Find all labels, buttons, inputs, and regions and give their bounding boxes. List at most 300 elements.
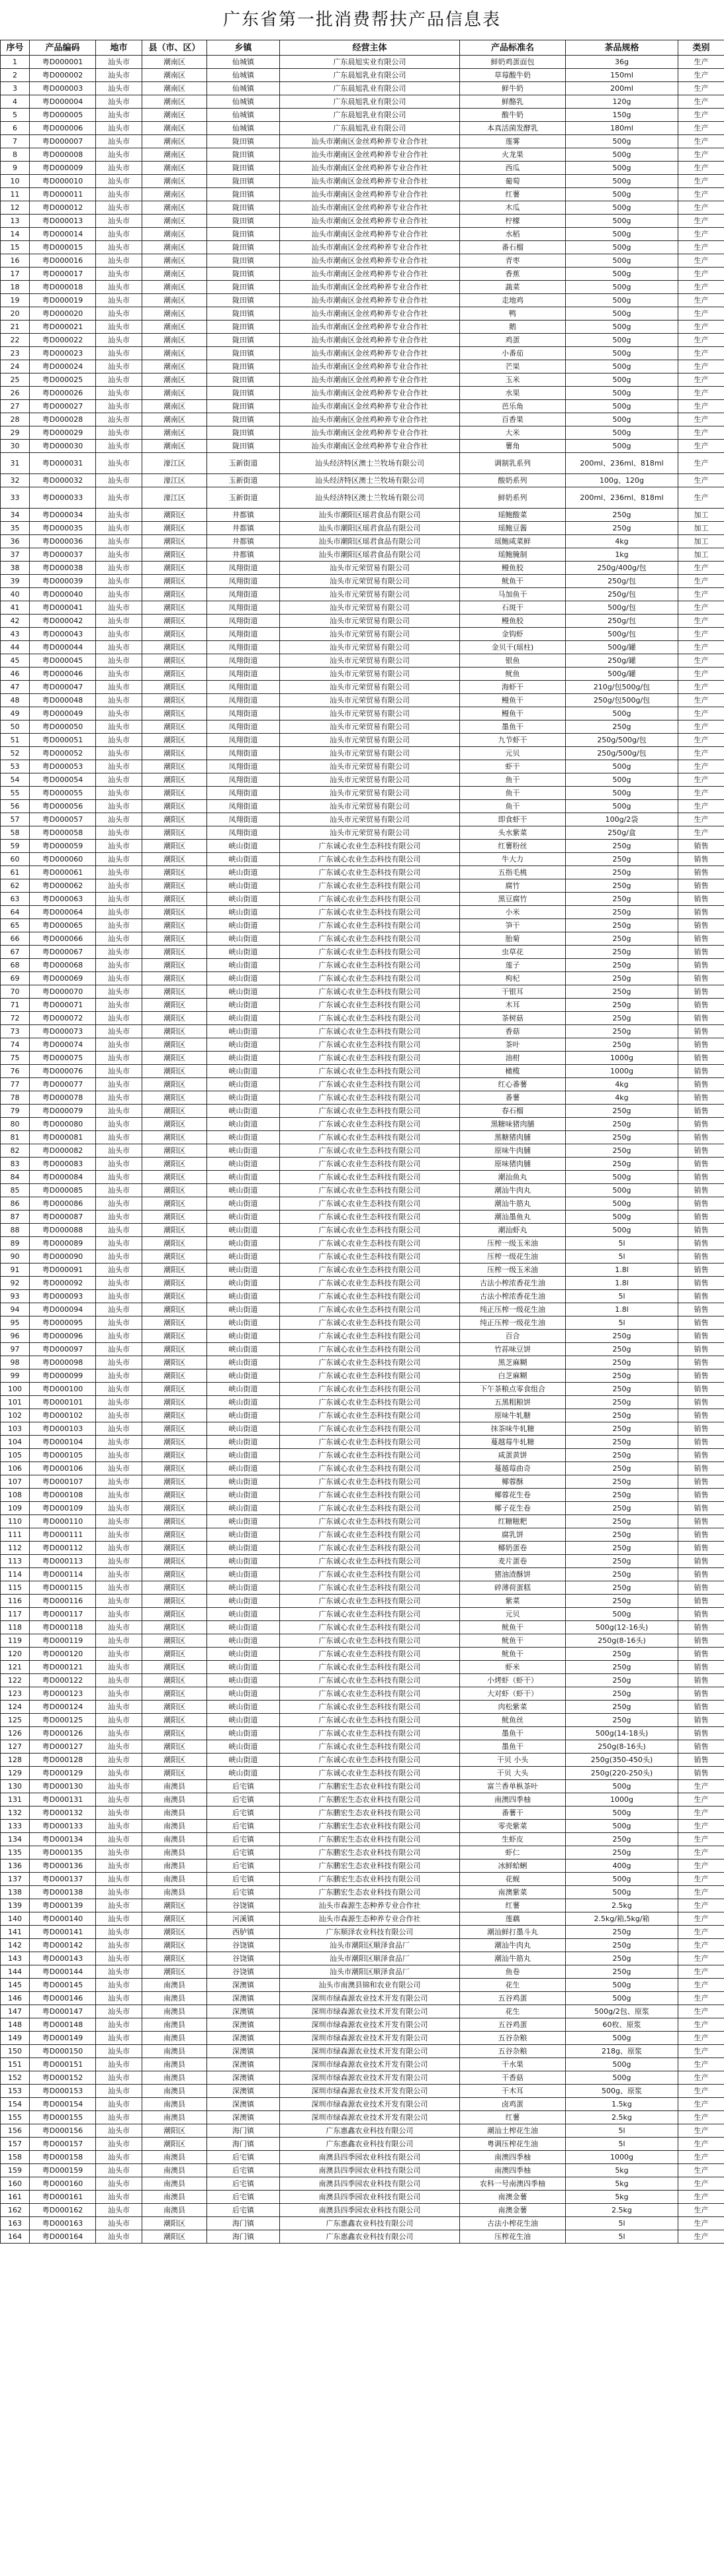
table-row [1, 1144, 724, 1158]
cell-product-name: 虾仁 [460, 1846, 566, 1859]
cell-city: 汕头市 [96, 1489, 142, 1502]
cell-town: 深澳镇 [207, 2005, 280, 2018]
cell-city: 汕头市 [96, 1131, 142, 1144]
cell-spec: 500g [566, 787, 678, 800]
table-row [1, 1648, 724, 1661]
cell-product-name: 古法小榨浓香花生油 [460, 1290, 566, 1303]
cell-city: 汕头市 [96, 1144, 142, 1158]
cell-product-name: 虫草花 [460, 946, 566, 959]
cell-town: 西胪镇 [207, 1926, 280, 1939]
cell-operator: 汕头市元荣贸易有限公司 [280, 826, 460, 840]
cell-code: 粤D000087 [30, 1211, 96, 1224]
cell-operator: 深圳市绿森源农业技术开发有限公司 [280, 2058, 460, 2071]
cell-operator: 汕头市元荣贸易有限公司 [280, 707, 460, 720]
cell-city: 汕头市 [96, 628, 142, 641]
cell-town: 谷饶镇 [207, 1939, 280, 1952]
table-row [1, 321, 724, 334]
cell-spec: 500g [566, 1886, 678, 1899]
cell-spec: 250g [566, 1846, 678, 1859]
cell-town: 陇田镇 [207, 347, 280, 360]
cell-product-name: 抹茶味牛轧糖 [460, 1422, 566, 1436]
table-row [1, 1754, 724, 1767]
cell-county: 潮阳区 [142, 1396, 207, 1409]
cell-town: 凤翔街道 [207, 747, 280, 760]
cell-operator: 广东诚心农业生态科技有限公司 [280, 1369, 460, 1383]
cell-operator: 汕头市潮南区金丝鸡种养专业合作社 [280, 148, 460, 162]
cell-city: 汕头市 [96, 109, 142, 122]
cell-spec: 150ml [566, 69, 678, 82]
cell-town: 凤翔街道 [207, 760, 280, 773]
cell-code: 粤D000003 [30, 82, 96, 95]
table-row [1, 707, 724, 720]
cell-category: 生产 [678, 268, 724, 281]
cell-town: 凤翔街道 [207, 668, 280, 681]
cell-index: 81 [1, 1131, 30, 1144]
cell-category: 加工 [678, 522, 724, 535]
cell-operator: 广东诚心农业生态科技有限公司 [280, 1568, 460, 1581]
cell-spec: 250g [566, 985, 678, 999]
cell-town: 深澳镇 [207, 2032, 280, 2045]
cell-operator: 广东诚心农业生态科技有限公司 [280, 1436, 460, 1449]
cell-product-name: 枸杞 [460, 972, 566, 985]
table-row [1, 548, 724, 562]
cell-category: 生产 [678, 2164, 724, 2177]
cell-city: 汕头市 [96, 1634, 142, 1648]
cell-product-name: 原味猪肉脯 [460, 1158, 566, 1171]
header-code: 产品编码 [30, 40, 96, 56]
cell-category: 生产 [678, 2045, 724, 2058]
cell-product-name: 虾干 [460, 760, 566, 773]
cell-product-name: 潮汕墨鱼丸 [460, 1211, 566, 1224]
table-row [1, 893, 724, 906]
cell-category: 销售 [678, 1767, 724, 1780]
cell-operator: 广东诚心农业生态科技有限公司 [280, 1767, 460, 1780]
cell-county: 潮阳区 [142, 1422, 207, 1436]
cell-code: 粤D000064 [30, 906, 96, 919]
cell-town: 后宅镇 [207, 1886, 280, 1899]
table-row [1, 1316, 724, 1330]
cell-code: 粤D000051 [30, 734, 96, 747]
cell-town: 峡山街道 [207, 1648, 280, 1661]
cell-index: 3 [1, 82, 30, 95]
table-row [1, 1780, 724, 1793]
table-row [1, 294, 724, 307]
cell-spec: 500g [566, 2071, 678, 2085]
cell-spec: 1000g [566, 1065, 678, 1078]
cell-index: 141 [1, 1926, 30, 1939]
table-row [1, 1171, 724, 1184]
cell-code: 粤D000042 [30, 615, 96, 628]
cell-index: 7 [1, 135, 30, 148]
cell-town: 陇田镇 [207, 413, 280, 426]
table-row [1, 228, 724, 241]
cell-city: 汕头市 [96, 2005, 142, 2018]
cell-category: 生产 [678, 2085, 724, 2098]
cell-product-name: 黑糖味猪肉脯 [460, 1118, 566, 1131]
cell-code: 粤D000083 [30, 1158, 96, 1171]
cell-city: 汕头市 [96, 56, 142, 69]
cell-city: 汕头市 [96, 2191, 142, 2204]
cell-index: 31 [1, 453, 30, 474]
cell-spec: 250g [566, 1409, 678, 1422]
cell-operator: 广东诚心农业生态科技有限公司 [280, 1383, 460, 1396]
cell-product-name: 酸奶系列 [460, 474, 566, 487]
cell-county: 潮南区 [142, 347, 207, 360]
table-row [1, 1449, 724, 1462]
cell-county: 潮阳区 [142, 1343, 207, 1356]
table-row [1, 668, 724, 681]
cell-city: 汕头市 [96, 1224, 142, 1237]
cell-spec: 500g [566, 188, 678, 201]
cell-town: 峡山街道 [207, 1224, 280, 1237]
table-row [1, 122, 724, 135]
cell-category: 加工 [678, 535, 724, 548]
table-row [1, 1409, 724, 1422]
cell-town: 陇田镇 [207, 162, 280, 175]
cell-code: 粤D000150 [30, 2045, 96, 2058]
cell-city: 汕头市 [96, 241, 142, 254]
cell-product-name: 压榨花生油 [460, 2230, 566, 2244]
cell-product-name: 瑶鲍豆酱 [460, 522, 566, 535]
cell-county: 南澳县 [142, 1979, 207, 1992]
table-row [1, 1568, 724, 1581]
cell-code: 粤D000009 [30, 162, 96, 175]
cell-county: 潮阳区 [142, 1634, 207, 1648]
cell-county: 南澳县 [142, 2111, 207, 2124]
cell-spec: 250g [566, 1555, 678, 1568]
cell-city: 汕头市 [96, 188, 142, 201]
table-row [1, 773, 724, 787]
cell-city: 汕头市 [96, 281, 142, 294]
cell-index: 59 [1, 840, 30, 853]
cell-county: 潮阳区 [142, 1065, 207, 1078]
cell-city: 汕头市 [96, 373, 142, 387]
cell-county: 潮南区 [142, 307, 207, 321]
table-row [1, 1846, 724, 1859]
cell-index: 16 [1, 254, 30, 268]
cell-operator: 汕头市森源生态种养专业合作社 [280, 1912, 460, 1926]
cell-category: 销售 [678, 1436, 724, 1449]
cell-spec: 500g [566, 400, 678, 413]
cell-code: 粤D000058 [30, 826, 96, 840]
cell-spec: 250g [566, 1581, 678, 1595]
cell-product-name: 草莓酸牛奶 [460, 69, 566, 82]
table-row [1, 959, 724, 972]
cell-spec: 250g/罐 [566, 654, 678, 668]
cell-county: 潮阳区 [142, 1542, 207, 1555]
cell-city: 汕头市 [96, 2018, 142, 2032]
cell-county: 潮阳区 [142, 932, 207, 946]
cell-operator: 广东诚心农业生态科技有限公司 [280, 1489, 460, 1502]
cell-county: 潮阳区 [142, 1555, 207, 1568]
cell-spec: 60枚、原浆 [566, 2018, 678, 2032]
cell-city: 汕头市 [96, 972, 142, 985]
cell-product-name: 鲜牛奶 [460, 82, 566, 95]
cell-product-name: 九节虾干 [460, 734, 566, 747]
cell-product-name: 南澳四季柚 [460, 2151, 566, 2164]
cell-county: 南澳县 [142, 2204, 207, 2217]
cell-city: 汕头市 [96, 2177, 142, 2191]
cell-category: 生产 [678, 413, 724, 426]
cell-county: 潮阳区 [142, 946, 207, 959]
cell-city: 汕头市 [96, 135, 142, 148]
cell-spec: 500g [566, 148, 678, 162]
cell-category: 销售 [678, 1396, 724, 1409]
cell-town: 峡山街道 [207, 1515, 280, 1528]
cell-product-name: 香菇 [460, 1025, 566, 1038]
cell-index: 146 [1, 1992, 30, 2005]
cell-county: 潮阳区 [142, 615, 207, 628]
cell-code: 粤D000131 [30, 1793, 96, 1807]
cell-product-name: 原味牛肉脯 [460, 1144, 566, 1158]
cell-county: 潮阳区 [142, 548, 207, 562]
table-row [1, 2098, 724, 2111]
cell-index: 112 [1, 1542, 30, 1555]
cell-spec: 500g [566, 426, 678, 440]
cell-product-name: 南澳金薯 [460, 2191, 566, 2204]
cell-county: 潮阳区 [142, 1184, 207, 1197]
cell-county: 潮南区 [142, 334, 207, 347]
cell-category: 销售 [678, 1542, 724, 1555]
cell-code: 粤D000109 [30, 1502, 96, 1515]
cell-county: 潮南区 [142, 215, 207, 228]
cell-city: 汕头市 [96, 1515, 142, 1528]
cell-spec: 1000g [566, 1052, 678, 1065]
cell-spec: 500g [566, 268, 678, 281]
cell-city: 汕头市 [96, 1211, 142, 1224]
cell-city: 汕头市 [96, 1250, 142, 1263]
cell-county: 潮阳区 [142, 893, 207, 906]
cell-spec: 250g/盒 [566, 826, 678, 840]
cell-town: 深澳镇 [207, 1979, 280, 1992]
cell-town: 深澳镇 [207, 2071, 280, 2085]
cell-city: 汕头市 [96, 1701, 142, 1714]
cell-code: 粤D000106 [30, 1462, 96, 1475]
cell-operator: 广东鹏宏生态农业科技有限公司 [280, 1873, 460, 1886]
cell-county: 南澳县 [142, 2058, 207, 2071]
cell-city: 汕头市 [96, 2151, 142, 2164]
cell-county: 潮南区 [142, 148, 207, 162]
cell-code: 粤D000085 [30, 1184, 96, 1197]
cell-code: 粤D000016 [30, 254, 96, 268]
cell-product-name: 木耳 [460, 999, 566, 1012]
cell-operator: 汕头市潮南区金丝鸡种养专业合作社 [280, 254, 460, 268]
cell-code: 粤D000045 [30, 654, 96, 668]
cell-city: 汕头市 [96, 906, 142, 919]
cell-operator: 广东诚心农业生态科技有限公司 [280, 1462, 460, 1475]
cell-category: 生产 [678, 254, 724, 268]
cell-operator: 汕头市元荣贸易有限公司 [280, 668, 460, 681]
cell-city: 汕头市 [96, 1859, 142, 1873]
cell-city: 汕头市 [96, 1568, 142, 1581]
cell-county: 潮阳区 [142, 1581, 207, 1595]
cell-town: 陇田镇 [207, 334, 280, 347]
cell-index: 52 [1, 747, 30, 760]
cell-index: 120 [1, 1648, 30, 1661]
cell-operator: 广东诚心农业生态科技有限公司 [280, 1158, 460, 1171]
cell-town: 陇田镇 [207, 268, 280, 281]
cell-city: 汕头市 [96, 826, 142, 840]
cell-operator: 汕头市元荣贸易有限公司 [280, 575, 460, 588]
cell-category: 销售 [678, 1131, 724, 1144]
cell-index: 160 [1, 2177, 30, 2191]
table-row [1, 1793, 724, 1807]
cell-category: 销售 [678, 1237, 724, 1250]
cell-town: 峡山街道 [207, 1052, 280, 1065]
cell-city: 汕头市 [96, 959, 142, 972]
cell-operator: 汕头市元荣贸易有限公司 [280, 773, 460, 787]
cell-county: 潮阳区 [142, 919, 207, 932]
cell-operator: 广东诚心农业生态科技有限公司 [280, 1078, 460, 1091]
table-row [1, 2230, 724, 2244]
cell-product-name: 大对虾（虾干） [460, 1687, 566, 1701]
cell-county: 濠江区 [142, 453, 207, 474]
cell-product-name: 牛大力 [460, 853, 566, 866]
cell-product-name: 古法小榨浓香花生油 [460, 1277, 566, 1290]
cell-product-name: 潮汕土榨花生油 [460, 2124, 566, 2138]
cell-category: 销售 [678, 853, 724, 866]
cell-town: 后宅镇 [207, 2164, 280, 2177]
cell-town: 峡山街道 [207, 1316, 280, 1330]
cell-category: 生产 [678, 241, 724, 254]
cell-product-name: 咸蛋黄饼 [460, 1449, 566, 1462]
cell-city: 汕头市 [96, 487, 142, 509]
cell-code: 粤D000152 [30, 2071, 96, 2085]
table-row [1, 487, 724, 509]
cell-town: 陇田镇 [207, 294, 280, 307]
cell-product-name: 柠檬 [460, 215, 566, 228]
cell-operator: 汕头市元荣贸易有限公司 [280, 800, 460, 813]
cell-city: 汕头市 [96, 668, 142, 681]
cell-operator: 广东诚心农业生态科技有限公司 [280, 1224, 460, 1237]
cell-town: 后宅镇 [207, 1793, 280, 1807]
cell-category: 生产 [678, 641, 724, 654]
cell-category: 生产 [678, 122, 724, 135]
cell-category: 销售 [678, 1555, 724, 1568]
cell-town: 谷饶镇 [207, 1952, 280, 1965]
cell-operator: 汕头市元荣贸易有限公司 [280, 734, 460, 747]
cell-spec: 250g [566, 1118, 678, 1131]
cell-code: 粤D000110 [30, 1515, 96, 1528]
cell-county: 潮阳区 [142, 1754, 207, 1767]
cell-spec: 500g [566, 413, 678, 426]
cell-town: 陇田镇 [207, 175, 280, 188]
cell-product-name: 墨鱼干 [460, 1740, 566, 1754]
table-row [1, 2005, 724, 2018]
cell-index: 18 [1, 281, 30, 294]
cell-code: 粤D000068 [30, 959, 96, 972]
cell-spec: 5kg [566, 2164, 678, 2177]
cell-category: 生产 [678, 1926, 724, 1939]
cell-operator: 广东诚心农业生态科技有限公司 [280, 919, 460, 932]
cell-operator: 汕头市元荣贸易有限公司 [280, 747, 460, 760]
cell-code: 粤D000112 [30, 1542, 96, 1555]
table-row [1, 826, 724, 840]
cell-product-name: 葡萄 [460, 175, 566, 188]
cell-category: 销售 [678, 1025, 724, 1038]
cell-product-name: 茶叶 [460, 1038, 566, 1052]
cell-index: 62 [1, 879, 30, 893]
table-row [1, 813, 724, 826]
cell-product-name: 鸭 [460, 307, 566, 321]
cell-city: 汕头市 [96, 946, 142, 959]
cell-product-name: 即食虾干 [460, 813, 566, 826]
cell-code: 粤D000088 [30, 1224, 96, 1237]
table-row [1, 879, 724, 893]
cell-index: 117 [1, 1608, 30, 1621]
cell-city: 汕头市 [96, 999, 142, 1012]
cell-code: 粤D000086 [30, 1197, 96, 1211]
cell-category: 销售 [678, 1409, 724, 1422]
cell-code: 粤D000048 [30, 694, 96, 707]
cell-index: 101 [1, 1396, 30, 1409]
cell-index: 47 [1, 681, 30, 694]
table-row [1, 1542, 724, 1555]
cell-city: 汕头市 [96, 1025, 142, 1038]
cell-operator: 汕头市潮南区金丝鸡种养专业合作社 [280, 387, 460, 400]
cell-county: 南澳县 [142, 1793, 207, 1807]
cell-county: 潮阳区 [142, 1648, 207, 1661]
cell-city: 汕头市 [96, 800, 142, 813]
cell-product-name: 鱿鱼干 [460, 1648, 566, 1661]
cell-category: 生产 [678, 720, 724, 734]
cell-town: 后宅镇 [207, 1780, 280, 1793]
cell-spec: 180ml [566, 122, 678, 135]
cell-category: 销售 [678, 1608, 724, 1621]
cell-spec: 500g [566, 2032, 678, 2045]
cell-category: 销售 [678, 893, 724, 906]
table-row [1, 1290, 724, 1303]
table-row [1, 453, 724, 474]
cell-county: 潮阳区 [142, 787, 207, 800]
cell-category: 销售 [678, 906, 724, 919]
cell-operator: 汕头市潮南区金丝鸡种养专业合作社 [280, 440, 460, 453]
cell-county: 濠江区 [142, 474, 207, 487]
cell-town: 后宅镇 [207, 2151, 280, 2164]
table-row [1, 734, 724, 747]
table-row [1, 932, 724, 946]
table-row [1, 1184, 724, 1197]
cell-town: 后宅镇 [207, 1820, 280, 1833]
cell-city: 汕头市 [96, 1873, 142, 1886]
table-row [1, 588, 724, 601]
cell-index: 43 [1, 628, 30, 641]
cell-county: 潮阳区 [142, 760, 207, 773]
table-row [1, 1462, 724, 1475]
cell-operator: 广东诚心农业生态科技有限公司 [280, 1237, 460, 1250]
cell-index: 17 [1, 268, 30, 281]
cell-code: 粤D000103 [30, 1422, 96, 1436]
cell-county: 潮南区 [142, 201, 207, 215]
cell-code: 粤D000093 [30, 1290, 96, 1303]
cell-city: 汕头市 [96, 474, 142, 487]
cell-product-name: 蔓越莓牛轧糖 [460, 1436, 566, 1449]
cell-operator: 广东诚心农业生态科技有限公司 [280, 999, 460, 1012]
cell-spec: 500g [566, 1184, 678, 1197]
cell-operator: 汕头市潮南区金丝鸡种养专业合作社 [280, 400, 460, 413]
cell-code: 粤D000092 [30, 1277, 96, 1290]
cell-operator: 深圳市绿森源农业技术开发有限公司 [280, 2085, 460, 2098]
cell-county: 潮阳区 [142, 1621, 207, 1634]
cell-spec: 2.5kg [566, 1899, 678, 1912]
cell-city: 汕头市 [96, 162, 142, 175]
cell-index: 142 [1, 1939, 30, 1952]
cell-town: 峡山街道 [207, 1595, 280, 1608]
cell-category: 生产 [678, 773, 724, 787]
cell-code: 粤D000149 [30, 2032, 96, 2045]
cell-operator: 广东诚心农业生态科技有限公司 [280, 1754, 460, 1767]
table-row [1, 1038, 724, 1052]
